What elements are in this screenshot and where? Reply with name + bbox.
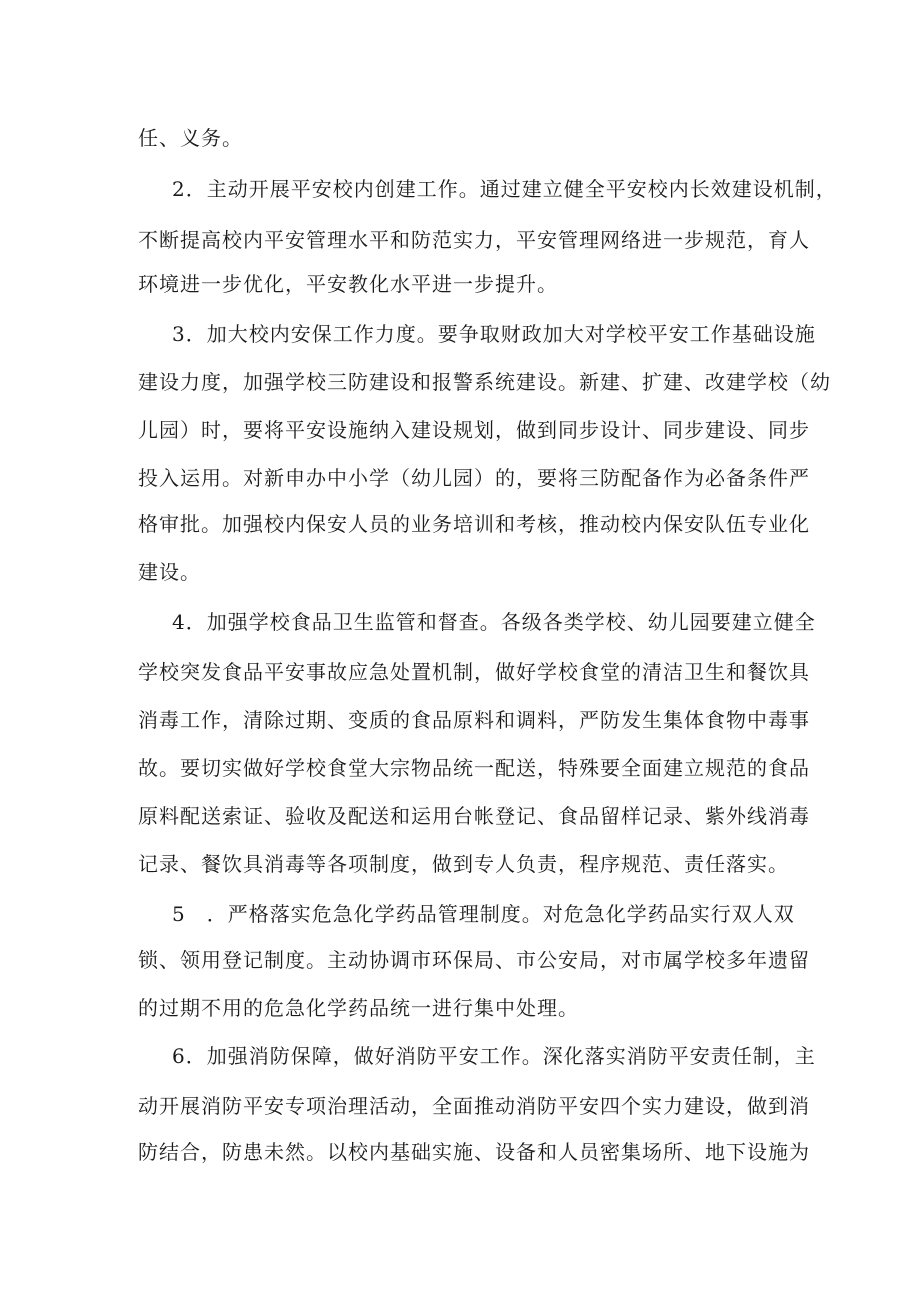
text-line: 动开展消防平安专项治理活动，全面推动消防平安四个实力建设，做到消 [138,1094,810,1118]
text-line: 环境进一步优化，平安教化水平进一步提升。 [138,272,558,296]
text-line: 投入运用。对新申办中小学（幼儿园）的，要将三防配备作为必备条件严 [138,466,810,490]
text-line: 原料配送索证、验收及配送和运用台帐登记、食品留样记录、紫外线消毒 [138,804,810,828]
text-line: 儿园）时，要将平安设施纳入建设规划，做到同步设计、同步建设、同步 [138,418,810,442]
text-line: 故。要切实做好学校食堂大宗物品统一配送，特殊要全面建立规范的食品 [138,756,810,780]
text-line: 防结合，防患未然。以校内基础实施、设备和人员密集场所、地下设施为 [138,1140,810,1164]
text-line: 消毒工作，清除过期、变质的食品原料和调料，严防发生集体食物中毒事 [138,708,810,732]
text-line: 建设力度，加强学校三防建设和报警系统建设。新建、扩建、改建学校（幼 [138,370,831,394]
text-line: 格审批。加强校内保安人员的业务培训和考核，推动校内保安队伍专业化 [138,512,810,536]
text-line: 记录、餐饮具消毒等各项制度，做到专人负责，程序规范、责任落实。 [138,852,789,876]
paragraph-3-line-1: 3．加大校内安保工作力度。要争取财政加大对学校平安工作基础设施 [172,322,816,346]
paragraph-2-line-1: 2．主动开展平安校内创建工作。通过建立健全平安校内长效建设机制， [172,177,837,201]
text-line: 不断提高校内平安管理水平和防范实力，平安管理网络进一步规范，育人 [138,228,810,252]
paragraph-6-line-1: 6．加强消防保障，做好消防平安工作。深化落实消防平安责任制，主 [172,1044,816,1068]
text-line: 锁、领用登记制度。主动协调市环保局、市公安局，对市属学校多年遗留 [138,948,810,972]
text-line: 的过期不用的危急化学药品统一进行集中处理。 [138,996,579,1020]
text-line: 建设。 [138,560,201,584]
paragraph-4-line-1: 4．加强学校食品卫生监管和督查。各级各类学校、幼儿园要建立健全 [172,610,816,634]
paragraph-5-line-1: 5 ．严格落实危急化学药品管理制度。对危急化学药品实行双人双 [172,902,795,926]
text-line: 任、义务。 [138,126,243,150]
text-line: 学校突发食品平安事故应急处置机制，做好学校食堂的清洁卫生和餐饮具 [138,660,810,684]
